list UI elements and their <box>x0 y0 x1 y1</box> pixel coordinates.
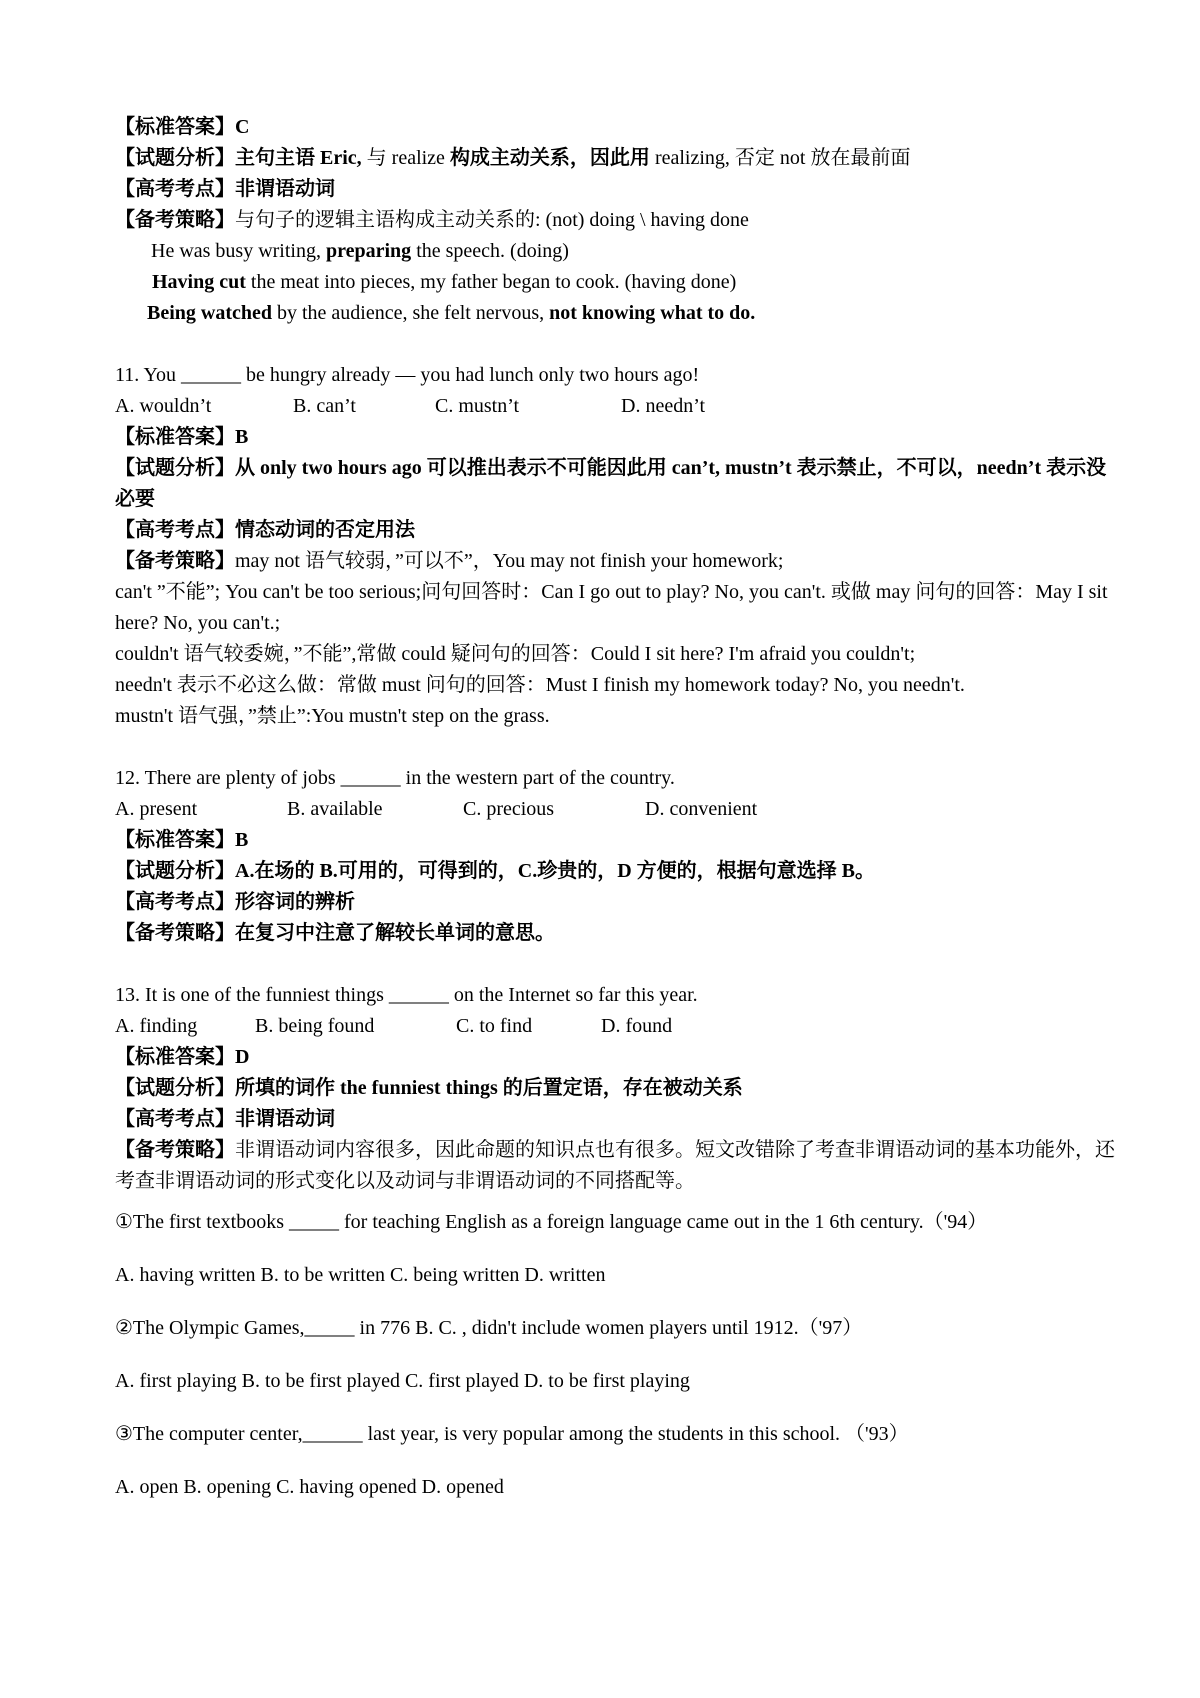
analysis-tag: 【试题分析】 <box>115 457 235 479</box>
example-3-options: A. open B. opening C. having opened D. opened <box>115 1476 504 1498</box>
q13-options <box>115 1011 1115 1042</box>
strategy-text: may not 语气较弱，”可以不”，You may not finish your homework; <box>235 550 784 572</box>
example-3-question: ③The computer center,______ last year, is very popular among the students in this school. （'93） <box>115 1423 909 1445</box>
q13-point-line <box>115 1104 1115 1135</box>
answer-value: B <box>235 426 249 448</box>
q12-question: 12. There are plenty of jobs ______ in the western part of the country. <box>115 767 675 789</box>
example-bold: preparing <box>325 240 412 262</box>
q10-example-1 <box>115 236 1115 267</box>
option-c: C. mustn’t <box>435 395 520 417</box>
q12-strategy-line <box>115 918 1115 949</box>
option-b: B. available <box>287 798 383 820</box>
example-1-options: A. having written B. to be written C. being written D. written <box>115 1264 606 1286</box>
q11-note-4: mustn't 语气强，”禁止”:You mustn't step on the grass. <box>115 705 550 727</box>
option-b: B. being found <box>255 1015 375 1037</box>
q10-example-3 <box>115 298 1115 329</box>
q10-answer-line <box>115 112 1115 143</box>
example-text: He was busy writing, <box>151 240 326 262</box>
option-a: A. wouldn’t <box>115 395 212 417</box>
answer-value: D <box>235 1046 250 1068</box>
analysis-text-bold-a: 主句主语 Eric, <box>235 147 362 169</box>
q13-strategy-line <box>115 1135 1115 1197</box>
example-bold: Having cut <box>152 271 246 293</box>
analysis-text-b: 与 realize <box>361 147 450 169</box>
example-1-question: ①The first textbooks _____ for teaching English as a foreign language came out in the 1 6th century.（'94） <box>115 1211 988 1233</box>
q12-analysis-line <box>115 856 1115 887</box>
q13-analysis-line <box>115 1073 1115 1104</box>
q12-answer-line <box>115 825 1115 856</box>
q13-question: 13. It is one of the funniest things ______ on the Internet so far this year. <box>115 984 698 1006</box>
q11-note-2: couldn't 语气较委婉，”不能”,常做 could 疑问句的回答：Could I sit here? I'm afraid you couldn't; <box>115 643 916 665</box>
option-b: B. can’t <box>293 395 356 417</box>
point-text: 非谓语动词 <box>235 1108 335 1130</box>
option-c: C. to find <box>456 1015 533 1037</box>
answer-value: B <box>235 829 249 851</box>
q11-strategy-line <box>115 546 1115 577</box>
option-d: D. needn’t <box>621 395 706 417</box>
q10-strategy-line <box>115 205 1115 236</box>
strategy-tag: 【备考策略】 <box>115 1139 235 1161</box>
q12-point-line <box>115 887 1115 918</box>
example-2-options: A. first playing B. to be first played C. first played D. to be first playing <box>115 1370 690 1392</box>
q10-analysis-line <box>115 143 1115 174</box>
q13-answer-line <box>115 1042 1115 1073</box>
analysis-text: A.在场的 B.可用的，可得到的，C.珍贵的，D 方便的，根据句意选择 B。 <box>235 860 876 882</box>
analysis-text: 所填的词作 the funniest things 的后置定语，存在被动关系 <box>235 1077 743 1099</box>
example-text: the meat into pieces, my father began to cook. (having done) <box>245 271 737 293</box>
q11-options <box>115 391 1115 422</box>
point-text: 非谓语动词 <box>235 178 335 200</box>
option-d: D. found <box>601 1015 673 1037</box>
example-bold: not knowing what to do. <box>549 302 756 324</box>
answer-tag: 【标准答案】 <box>115 116 235 138</box>
example-text: the speech. (doing) <box>411 240 569 262</box>
strategy-text: 与句子的逻辑主语构成主动关系的: (not) doing \ having done <box>235 209 749 231</box>
option-a: A. present <box>115 798 198 820</box>
q11-note-3: needn't 表示不必这么做：常做 must 问句的回答：Must I finish my homework today? No, you needn't. <box>115 674 965 696</box>
option-c: C. precious <box>463 798 555 820</box>
answer-value: C <box>235 116 250 138</box>
answer-tag: 【标准答案】 <box>115 1046 235 1068</box>
analysis-text-bold-c: 构成主动关系，因此用 <box>449 147 650 169</box>
example-bold: Being watched <box>147 302 272 324</box>
q10-point-line <box>115 174 1115 205</box>
strategy-text: 非谓语动词内容很多，因此命题的知识点也有很多。短文改错除了考查非谓语动词的基本功能外，还考查非谓语动词的形式变化以及动词与非谓语动词的不同搭配等。 <box>115 1139 1115 1192</box>
point-tag: 【高考考点】 <box>115 178 235 200</box>
document-page <box>115 112 1115 1503</box>
option-a: A. finding <box>115 1015 198 1037</box>
q12-options <box>115 794 1115 825</box>
example-2-question: ②The Olympic Games,_____ in 776 B. C. , didn't include women players until 1912.（'97） <box>115 1317 863 1339</box>
q11-question: 11. You ______ be hungry already — you had lunch only two hours ago! <box>115 364 700 386</box>
point-tag: 【高考考点】 <box>115 1108 235 1130</box>
analysis-text-d: realizing, 否定 not 放在最前面 <box>649 147 911 169</box>
strategy-tag: 【备考策略】 <box>115 550 235 572</box>
strategy-text: 在复习中注意了解较长单词的意思。 <box>235 922 555 944</box>
q10-example-2 <box>115 267 1115 298</box>
point-tag: 【高考考点】 <box>115 519 235 541</box>
example-text: by the audience, she felt nervous, <box>272 302 550 324</box>
analysis-tag: 【试题分析】 <box>115 860 235 882</box>
answer-tag: 【标准答案】 <box>115 829 235 851</box>
q11-analysis-line <box>115 453 1115 515</box>
analysis-tag: 【试题分析】 <box>115 1077 235 1099</box>
answer-tag: 【标准答案】 <box>115 426 235 448</box>
q11-answer-line <box>115 422 1115 453</box>
q11-point-line <box>115 515 1115 546</box>
analysis-text: 从 only two hours ago 可以推出表示不可能因此用 can’t, mustn’t 表示禁止，不可以，needn’t 表示没必要 <box>115 457 1107 510</box>
point-text: 形容词的辨析 <box>235 891 355 913</box>
point-text: 情态动词的否定用法 <box>235 519 415 541</box>
analysis-tag: 【试题分析】 <box>115 147 235 169</box>
q11-note-1: can't ”不能”; You can't be too serious;问句回答时：Can I go out to play? No, you can't. 或做 may 问句的回答：May I sit here? No, you can't.; <box>115 581 1108 634</box>
strategy-tag: 【备考策略】 <box>115 209 235 231</box>
point-tag: 【高考考点】 <box>115 891 235 913</box>
strategy-tag: 【备考策略】 <box>115 922 235 944</box>
option-d: D. convenient <box>645 798 758 820</box>
